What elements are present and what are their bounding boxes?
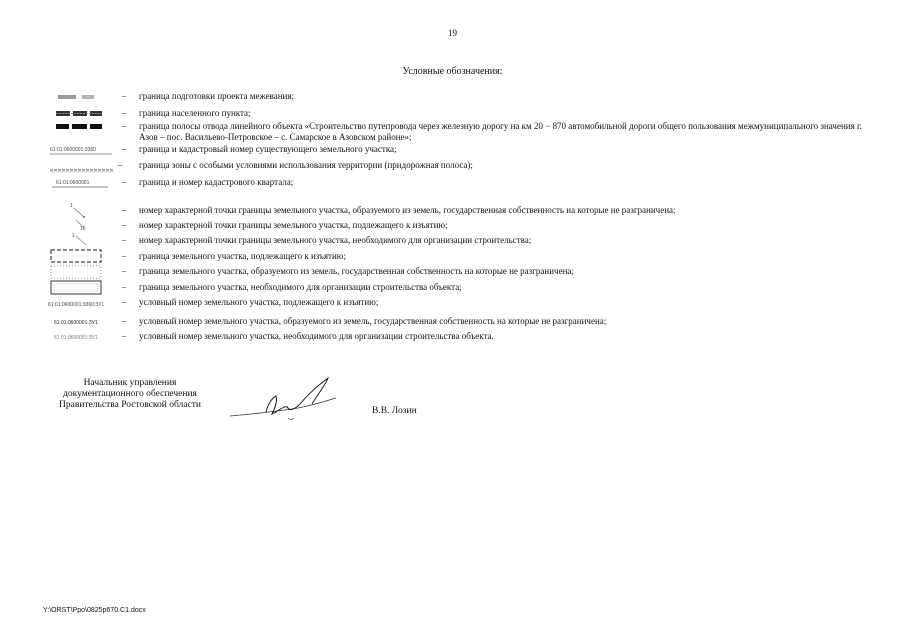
legend-symbol-roadside-zone: [46, 160, 120, 171]
legend-dash: –: [121, 251, 127, 261]
legend-description: граница населенного пункта;: [139, 108, 251, 118]
legend-symbol-unallocated-parcel-boundary: [46, 266, 120, 277]
legend-symbol-withdrawn-parcel-boundary: [46, 251, 120, 262]
legend-dash: –: [121, 91, 127, 101]
point-number-label: 1: [70, 203, 73, 209]
page-number: 19: [448, 28, 457, 38]
legend-symbol-right-of-way-boundary: [46, 121, 120, 132]
construction-parcel-number: 61:01:0600001:ЗУ1: [54, 335, 98, 341]
legend-description: номер характерной точки границы земельного участка, необходимого для организации строительства;: [139, 235, 532, 245]
legend-dash: –: [121, 144, 127, 154]
legend-description: номер характерной точки границы земельного участка, подлежащего к изъятию;: [139, 220, 448, 230]
legend-symbol-point-construction: [46, 235, 120, 246]
legend-description: граница зоны с особыми условиями использования территории (придорожная полоса);: [139, 160, 473, 170]
position-line: документационного обеспечения: [63, 389, 197, 399]
position-line: Начальник управления: [83, 378, 177, 388]
point-number-label: 16: [80, 226, 86, 232]
legend-symbol-withdrawn-parcel-number: [46, 297, 120, 308]
legend-description: условный номер земельного участка, подлежащего к изъятию;: [139, 297, 379, 307]
signatory-name: В.В. Лозин: [372, 406, 417, 416]
legend-description: условный номер земельного участка, образуемого из земель, государственная собственность на которые не разграничена;: [139, 316, 607, 326]
legend-symbol-construction-parcel-number: [46, 331, 120, 342]
legend-symbol-settlement-boundary: [46, 108, 120, 119]
legend-symbol-construction-parcel-boundary: [46, 282, 120, 293]
legend-description: граница подготовки проекта межевания;: [139, 91, 295, 101]
unallocated-parcel-number: 61:01:0600001:ЗУ1: [54, 320, 98, 326]
legend-symbol-point-unallocated: [46, 205, 120, 216]
legend-dash: –: [121, 316, 127, 326]
legend-dash: –: [121, 121, 127, 131]
legend-symbol-project-boundary: [46, 91, 120, 102]
legend-description: граница и номер кадастрового квартала;: [139, 177, 294, 187]
legend-description: номер характерной точки границы земельного участка, образуемого из земель, государственная собственность на которые не разграничена;: [139, 205, 676, 215]
legend-symbol-unallocated-parcel-number: [46, 316, 120, 327]
footer-file-path: Y:\ORST\Ppo\0825p670.C1.docx: [43, 607, 146, 614]
legend-symbol-existing-parcel: [46, 144, 120, 155]
legend-description: граница земельного участка, подлежащего к изъятию;: [139, 251, 347, 261]
legend-dash: –: [121, 282, 127, 292]
signatory-position: [40, 378, 220, 411]
cadastral-quarter-number: 61:01:0600001: [56, 180, 90, 186]
withdrawn-parcel-number: 61:01:0600001:3360:ЗУ1: [48, 302, 105, 308]
legend-dash: –: [121, 331, 127, 341]
legend-description: граница земельного участка, образуемого из земель, государственная собственность на которые не разграничена;: [139, 266, 574, 276]
handwritten-signature: [228, 374, 348, 434]
legend-dash: –: [121, 235, 127, 245]
legend-description: граница и кадастровый номер существующего земельного участка;: [139, 144, 397, 154]
legend-dash: –: [121, 297, 127, 307]
existing-parcel-number: 61:01:0600001:3360: [50, 147, 96, 153]
legend-dash: –: [121, 205, 127, 215]
legend-title: Условные обозначения:: [402, 66, 503, 77]
legend-symbol-cadastral-quarter: [46, 177, 120, 188]
legend-dash: –: [121, 266, 127, 276]
legend-description: граница земельного участка, необходимого для организации строительства объекта;: [139, 282, 462, 292]
legend-dash: –: [117, 160, 123, 170]
legend-dash: –: [121, 108, 127, 118]
position-line: Правительства Ростовской области: [59, 400, 201, 410]
legend-description: граница полосы отвода линейного объекта «Строительство путепровода через железную дорогу на км 20 − 870 автомобильной дороги общего пользования межмуниципального значения г. Азов – пос. Васильево-Петровское – с. Самарское в Азовском районе»;: [139, 121, 862, 142]
point-number-label: 1: [72, 233, 75, 239]
legend-dash: –: [121, 220, 127, 230]
legend-dash: –: [121, 177, 127, 187]
legend-description: условный номер земельного участка, необходимого для организации строительства объекта.: [139, 331, 494, 341]
legend-symbol-point-withdrawn: [46, 220, 120, 231]
